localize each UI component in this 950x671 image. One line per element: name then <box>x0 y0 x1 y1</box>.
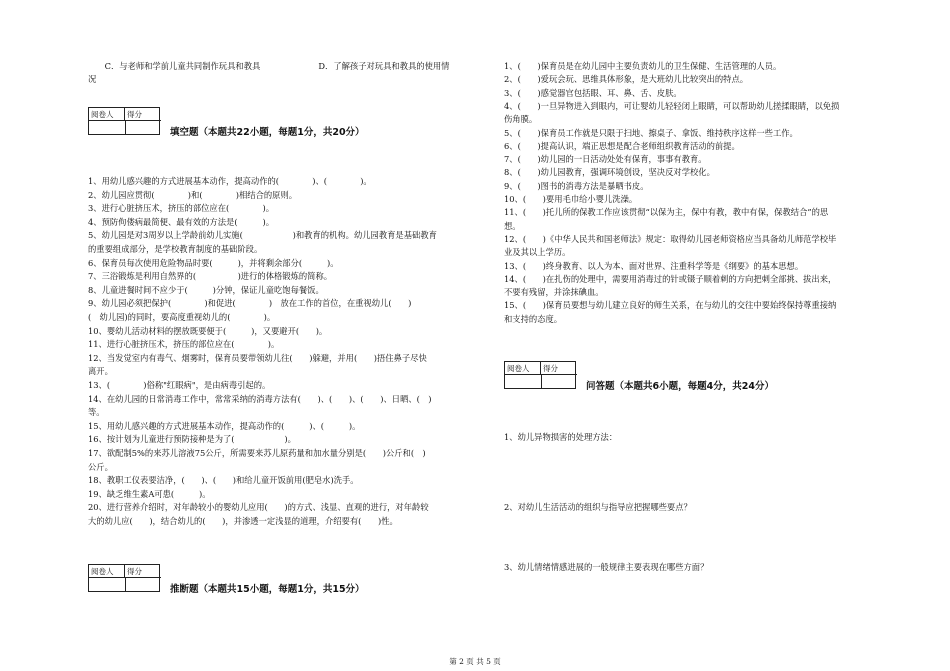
fill-question-line: 15、用幼儿感兴趣的方式进展基本动作，提高动作的( )、( )。 <box>88 420 361 431</box>
judge-section-title: 推断题（本题共15小题，每题1分，共15分） <box>170 584 365 595</box>
judge-question-line: 1、( )保育员是在幼儿园中主要负责幼儿的卫生保健、生活管理的人员。 <box>504 61 782 71</box>
judge-question-line: 14、( )在扎伤的处理中，需要用消毒过的针或镊子顺着刺的方向把刺全部挑、拔出来， <box>504 273 837 284</box>
fill-question-line: 11、进行心脏挤压术，挤压的部位应在( )。 <box>88 339 280 350</box>
qa-question-1: 1、幼儿异物损害的处理方法： <box>504 432 618 442</box>
score-box-qa <box>504 361 576 389</box>
judge-question-line: 11、( )托儿所的保教工作应该贯彻“以保为主，保中有教，教中有保，保教结合”的思 <box>504 207 829 218</box>
judge-question-line: 2、( )爱玩会玩、思维具体形象，是大班幼儿比较突出的特点。 <box>504 74 749 85</box>
judge-question-line: 不要有残留，并涂抹碘血。 <box>504 287 604 298</box>
judge-question-line: 9、( )图书的消毒方法是暴晒书皮。 <box>504 180 649 191</box>
fill-question-line: 等。 <box>88 407 105 418</box>
fill-question-line: 6、保育员每次使用危险物品时要( )，并将剩余部分( )。 <box>88 257 339 268</box>
fill-question-line: 16、按计划为儿童进行预防接种是为了( )。 <box>88 434 296 445</box>
reviewer-label: 阅卷人 <box>505 362 541 375</box>
score-label: 得分 <box>541 362 577 375</box>
qa-section-title: 问答题（本题共6小题，每题4分，共24分） <box>586 381 774 392</box>
fill-question-line: 9、幼儿园必须把保护( )和促进( ) 放在工作的首位，在重视幼儿( ) <box>88 298 412 309</box>
fill-question-line: 14、在幼儿园的日常消毒工作中，常常采纳的消毒方法有( )、( )、( )、日晒、( ) <box>88 393 432 404</box>
fill-question-line: 17、欲配制5%的来苏儿溶液75公斤，所需要来苏儿原药量和加水量分别是( )公斤和( ) <box>88 448 426 458</box>
reviewer-label: 阅卷人 <box>89 108 125 121</box>
qa-question-3: 3、幼儿情绪情感进展的一般规律主要表现在哪些方面？ <box>504 562 709 572</box>
fill-question-line: 13、( )俗称"红眼病"，是由病毒引起的。 <box>88 380 271 390</box>
judge-question-line: 想。 <box>504 220 521 231</box>
judge-question-line: 6、( )提高认识，端正思想是配合老师组织教育活动的前提。 <box>504 140 740 151</box>
page-number: 第 2 页 共 5 页 <box>449 657 501 666</box>
judge-question-line: 8、( )幼儿园教育，强调环境创设，坚决反对学校化。 <box>504 167 715 178</box>
score-box-fill <box>88 107 160 135</box>
fill-question-line: 10、婴幼儿活动材料的摆放既要便于( )，又要避开( )。 <box>88 325 328 336</box>
judge-question-line: 10、( )要用毛巾给小婴儿洗澡。 <box>504 194 638 204</box>
fill-question-line: 离开。 <box>88 366 113 377</box>
judge-question-line: 业及其以上学历。 <box>504 247 571 258</box>
judge-question-line: 13、( )终身教育、以人为本、面对世界、注重科学等是《纲要》的基本思想。 <box>504 260 804 271</box>
score-box-judge <box>88 564 160 592</box>
fill-question-line: 8、儿童进餐时间不应少于( )分钟，保证儿童吃饱每餐饭。 <box>88 284 324 295</box>
judge-question-line: 伤角膜。 <box>504 114 538 125</box>
reviewer-label: 阅卷人 <box>89 565 125 578</box>
fill-question-line: 20、进行营养介绍时，对年龄较小的婴幼儿应用( )的方式、浅显、直观的进行，对年龄较 <box>88 502 429 513</box>
fill-question-line: 7、三浴锻炼是利用自然界的( )进行的体格锻炼的简称。 <box>88 271 333 282</box>
judge-question-line: 12、( )《中华人民共和国老师法》规定：取得幼儿园老师资格应当具备幼儿师范学校毕 <box>504 233 837 244</box>
fill-question-line: 的重要组成部分，是学校教育制度的基础阶段。 <box>88 244 263 254</box>
judge-question-line: 5、( )保育员工作就是只限于扫地、擦桌子、拿饭、维持秩序这样一些工作。 <box>504 127 798 138</box>
fill-question-line: 大的幼儿应( )，结合幼儿的( )，并渗透一定浅显的道理，介绍要有( )性。 <box>88 516 398 526</box>
fill-question-line: 1、用幼儿感兴趣的方式进展基本动作，提高动作的( )、( )。 <box>88 176 372 186</box>
judge-question-line: 15、( )保育员要想与幼儿建立良好的师生关系，在与幼儿的交往中要始终保持尊重接纳 <box>504 300 837 311</box>
option-line-cont: 况 <box>88 74 97 84</box>
fill-question-line: 5、幼儿园是对3周岁以上学龄前幼儿实施( )和教育的机构。幼儿园教育是基础教育 <box>88 230 437 241</box>
fill-question-line: 19、缺乏维生素A可患( )。 <box>88 488 211 499</box>
judge-question-line: 3、( )感觉器官包括眼、耳、鼻、舌、皮肤。 <box>504 87 682 98</box>
fill-question-line: 2、幼儿园应贯彻( )和( )相结合的原则。 <box>88 189 298 200</box>
fill-question-line: 3、进行心脏挤压术，挤压的部位应在( )。 <box>88 203 274 214</box>
judge-question-line: 和支持的态度。 <box>504 313 563 324</box>
score-label: 得分 <box>125 565 161 578</box>
fill-question-line: 4、预防佝偻病最简便、最有效的方法是( )。 <box>88 216 274 227</box>
qa-question-2: 2、对幼儿生活活动的组织与指导应把握哪些要点？ <box>504 502 692 512</box>
score-label: 得分 <box>125 108 161 121</box>
judge-question-line: 4、( )一旦异物进入到眼内，可让婴幼儿轻轻闭上眼睛，可以帮助幼儿搓揉眼睛，以免损 <box>504 100 840 111</box>
fill-section-title: 填空题（本题共22小题，每题1分，共20分） <box>170 127 365 138</box>
judge-question-line: 7、( )幼儿园的一日活动处处有保育，事事有教育。 <box>504 154 707 165</box>
fill-question-line: ( 幼儿园)的同时，要高度重视幼儿的( )。 <box>88 312 276 322</box>
fill-question-line: 18、教职工仪表要洁净，( )、( )和给儿童开饭前用(肥皂水)洗手。 <box>88 475 359 486</box>
option-line: C．与老师和学前儿童共同制作玩具和教具 D．了解孩子对玩具和教具的使用情 <box>88 61 450 71</box>
fill-question-line: 12、当发觉室内有毒气、烟雾时，保育员要带领幼儿往( )躲避，并用( )捂住鼻子尽快 <box>88 352 427 363</box>
fill-question-line: 公斤。 <box>88 461 113 472</box>
